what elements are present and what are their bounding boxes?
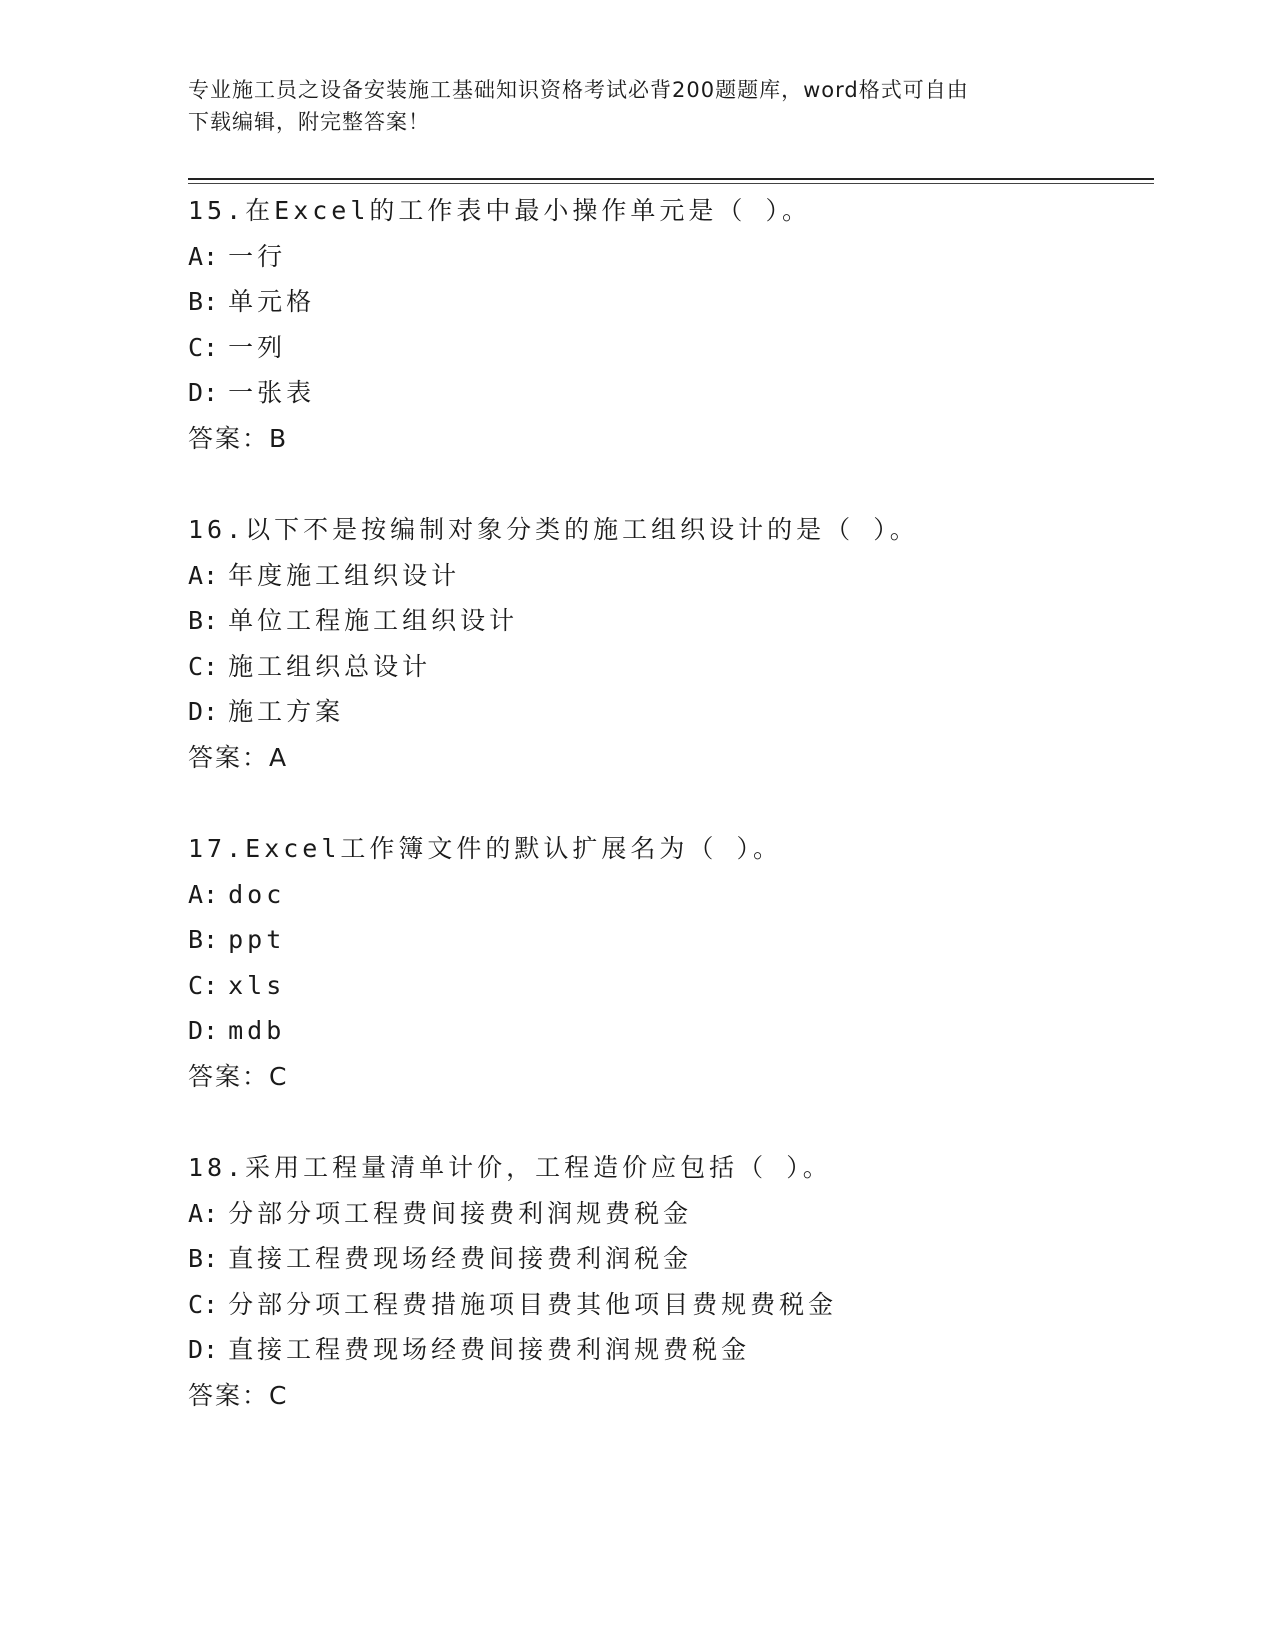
option-d — [188, 1008, 1148, 1054]
option-text: 分部分项工程费间接费利润规费税金 — [228, 1198, 693, 1228]
question-stem: 16.以下不是按编制对象分类的施工组织设计的是（ ）。 — [188, 515, 919, 544]
header-divider — [188, 178, 1154, 184]
question-block — [188, 826, 1148, 1100]
option-letter: D: — [188, 697, 219, 727]
question-stem: 15.在Excel的工作表中最小操作单元是（ ）。 — [188, 196, 811, 225]
option-d — [188, 689, 1148, 735]
option-text: 一列 — [228, 332, 287, 362]
option-c — [188, 325, 1148, 371]
option-a — [188, 872, 1148, 918]
question-block — [188, 1145, 1148, 1419]
option-letter: D: — [188, 378, 219, 408]
option-c — [188, 644, 1148, 690]
option-text: xls — [228, 970, 286, 1000]
option-letter: C: — [188, 970, 219, 1000]
option-letter: C: — [188, 651, 219, 681]
option-text: 分部分项工程费措施项目费其他项目费规费税金 — [228, 1289, 838, 1319]
option-text: 一行 — [228, 241, 287, 271]
option-text: 年度施工组织设计 — [228, 560, 461, 590]
option-letter: B: — [188, 1244, 219, 1274]
answer-line: 答案：B — [188, 423, 289, 453]
option-letter: B: — [188, 925, 219, 955]
answer-line: 答案：A — [188, 742, 289, 772]
option-text: ppt — [228, 925, 286, 955]
option-d — [188, 1327, 1148, 1373]
option-letter: A: — [188, 879, 219, 909]
option-text: 单元格 — [228, 287, 316, 317]
header-line-2: 下载编辑，附完整答案！ — [188, 110, 430, 134]
option-letter: A: — [188, 560, 219, 590]
option-letter: A: — [188, 241, 219, 271]
option-c — [188, 1282, 1148, 1328]
question-stem: 17.Excel工作簿文件的默认扩展名为（ ）。 — [188, 834, 782, 863]
question-stem: 18.采用工程量清单计价，工程造价应包括（ ）。 — [188, 1153, 832, 1182]
option-a — [188, 1191, 1148, 1237]
option-text: 施工方案 — [228, 697, 345, 727]
question-block — [188, 188, 1148, 462]
option-text: 施工组织总设计 — [228, 651, 432, 681]
option-b — [188, 598, 1148, 644]
option-letter: C: — [188, 332, 219, 362]
option-b — [188, 279, 1148, 325]
option-text: 直接工程费现场经费间接费利润税金 — [228, 1244, 693, 1274]
document-header — [188, 74, 1088, 138]
option-a — [188, 553, 1148, 599]
option-c — [188, 963, 1148, 1009]
option-text: doc — [228, 879, 286, 909]
option-text: 直接工程费现场经费间接费利润规费税金 — [228, 1335, 751, 1365]
divider-line-thick — [188, 178, 1154, 180]
divider-line-thin — [188, 183, 1154, 184]
option-letter: A: — [188, 1198, 219, 1228]
option-letter: B: — [188, 287, 219, 317]
option-text: mdb — [228, 1016, 286, 1046]
option-letter: B: — [188, 606, 219, 636]
question-block — [188, 507, 1148, 781]
option-b — [188, 1236, 1148, 1282]
option-text: 一张表 — [228, 378, 316, 408]
answer-line: 答案：C — [188, 1061, 289, 1091]
option-letter: C: — [188, 1289, 219, 1319]
option-text: 单位工程施工组织设计 — [228, 606, 519, 636]
option-b — [188, 917, 1148, 963]
header-line-1: 专业施工员之设备安装施工基础知识资格考试必背200题题库，word格式可自由 — [188, 78, 969, 102]
option-a — [188, 234, 1148, 280]
option-letter: D: — [188, 1335, 219, 1365]
answer-line: 答案：C — [188, 1380, 289, 1410]
option-letter: D: — [188, 1016, 219, 1046]
option-d — [188, 370, 1148, 416]
